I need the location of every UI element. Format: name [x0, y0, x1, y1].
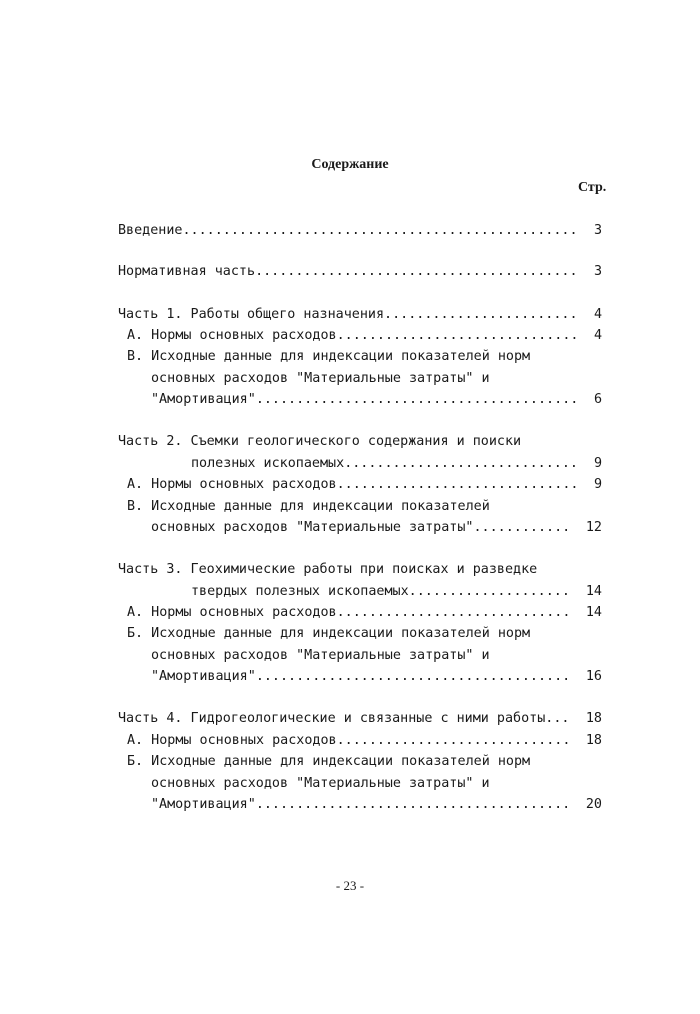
toc-leader-dots: .................................................	[182, 223, 578, 238]
toc-leader-dots: ........................	[384, 307, 578, 322]
toc-leader-dots: .............................	[344, 456, 578, 471]
toc-entry	[191, 454, 602, 474]
toc-entry-text: Часть 1. Работы общего назначения	[118, 307, 385, 322]
toc-leader-dots: ..............................	[336, 477, 579, 492]
toc-entry-text: твердых полезных ископаемых	[191, 584, 409, 599]
toc-entry-text: В. Исходные данные для индексации показателей	[127, 499, 490, 514]
toc-entry	[151, 774, 602, 794]
toc-entry	[151, 518, 602, 538]
toc-entry	[127, 603, 602, 623]
toc-leader-dots: ........................................	[255, 392, 579, 407]
toc-entry	[127, 497, 602, 517]
toc-entry-text: Б. Исходные данные для индексации показателей норм	[127, 626, 531, 641]
toc-leader-dots: ........................................	[255, 264, 578, 279]
toc-entry-text: А. Нормы основных расходов	[127, 733, 337, 748]
toc-entry-page: 3	[593, 264, 602, 279]
toc-entry-text: Часть 3. Геохимические работы при поисках и разведке	[118, 562, 538, 577]
toc-entry-page: 14	[585, 605, 602, 620]
toc-entry	[118, 262, 602, 282]
toc-entry-text: А. Нормы основных расходов	[127, 477, 337, 492]
toc-entry-text: "Амортивация"	[151, 669, 256, 684]
toc-leader-dots: ...	[545, 711, 570, 726]
toc-entry	[151, 795, 602, 815]
toc-entry-page: 9	[593, 477, 602, 492]
toc-leader-dots: .......................................	[255, 669, 571, 684]
toc-entry	[151, 667, 602, 687]
toc-entry	[151, 369, 602, 389]
toc-entry-text: А. Нормы основных расходов	[127, 605, 337, 620]
toc-entry	[191, 582, 602, 602]
toc-entry-page: 18	[585, 711, 602, 726]
toc-entry-text: Б. Исходные данные для индексации показателей норм	[127, 754, 531, 769]
toc-entry-text: основных расходов "Материальные затраты" и	[151, 648, 490, 663]
page-column-label: Стр.	[578, 180, 607, 195]
toc-entry	[151, 390, 602, 410]
toc-entry-page: 4	[593, 307, 602, 322]
toc-entry-text: Введение	[118, 223, 183, 238]
toc-leader-dots: .............................	[336, 605, 571, 620]
toc-entry-page: 14	[585, 584, 602, 599]
toc-entry-text: полезных ископаемых	[191, 456, 345, 471]
toc-entry	[127, 326, 602, 346]
toc-title: Содержание	[311, 157, 389, 172]
toc-entry-text: Нормативная часть	[118, 264, 256, 279]
toc-entry-text: Часть 2. Съемки геологического содержания и поиски	[118, 434, 522, 449]
toc-entry-page: 12	[585, 520, 602, 535]
toc-entry	[151, 646, 602, 666]
toc-entry	[127, 752, 602, 772]
toc-entry	[118, 305, 602, 325]
toc-entry-text: "Амортивация"	[151, 797, 256, 812]
toc-entry-page: 9	[593, 456, 602, 471]
toc-entry	[127, 731, 602, 751]
toc-entry	[118, 560, 602, 580]
toc-entry-text: "Амортивация"	[151, 392, 256, 407]
toc-leader-dots: .............................	[336, 733, 571, 748]
toc-entry	[127, 475, 602, 495]
toc-leader-dots: ............	[473, 520, 571, 535]
toc-entry-text: А. Нормы основных расходов	[127, 328, 337, 343]
footer-page-number: - 23 -	[335, 878, 365, 893]
toc-entry-page: 3	[593, 223, 602, 238]
toc-entry	[118, 432, 602, 452]
toc-entry-text: основных расходов "Материальные затраты" и	[151, 776, 490, 791]
toc-entry-text: основных расходов "Материальные затраты"	[151, 520, 474, 535]
toc-leader-dots: ....................	[408, 584, 570, 599]
toc-entry	[118, 709, 602, 729]
toc-leader-dots: .......................................	[255, 797, 571, 812]
toc-entry-page: 20	[585, 797, 602, 812]
toc-entry	[127, 624, 602, 644]
toc-entry-text: В. Исходные данные для индексации показателей норм	[127, 349, 531, 364]
toc-entry	[127, 347, 602, 367]
toc-entry-text: основных расходов "Материальные затраты" и	[151, 371, 490, 386]
toc-entry-page: 16	[585, 669, 602, 684]
toc-entry	[118, 221, 602, 241]
toc-entry-page: 6	[593, 392, 602, 407]
toc-entry-page: 4	[593, 328, 602, 343]
toc-entry-page: 18	[585, 733, 602, 748]
toc-leader-dots: ..............................	[336, 328, 579, 343]
toc-entry-text: Часть 4. Гидрогеологические и связанные с ними работы	[118, 711, 546, 726]
